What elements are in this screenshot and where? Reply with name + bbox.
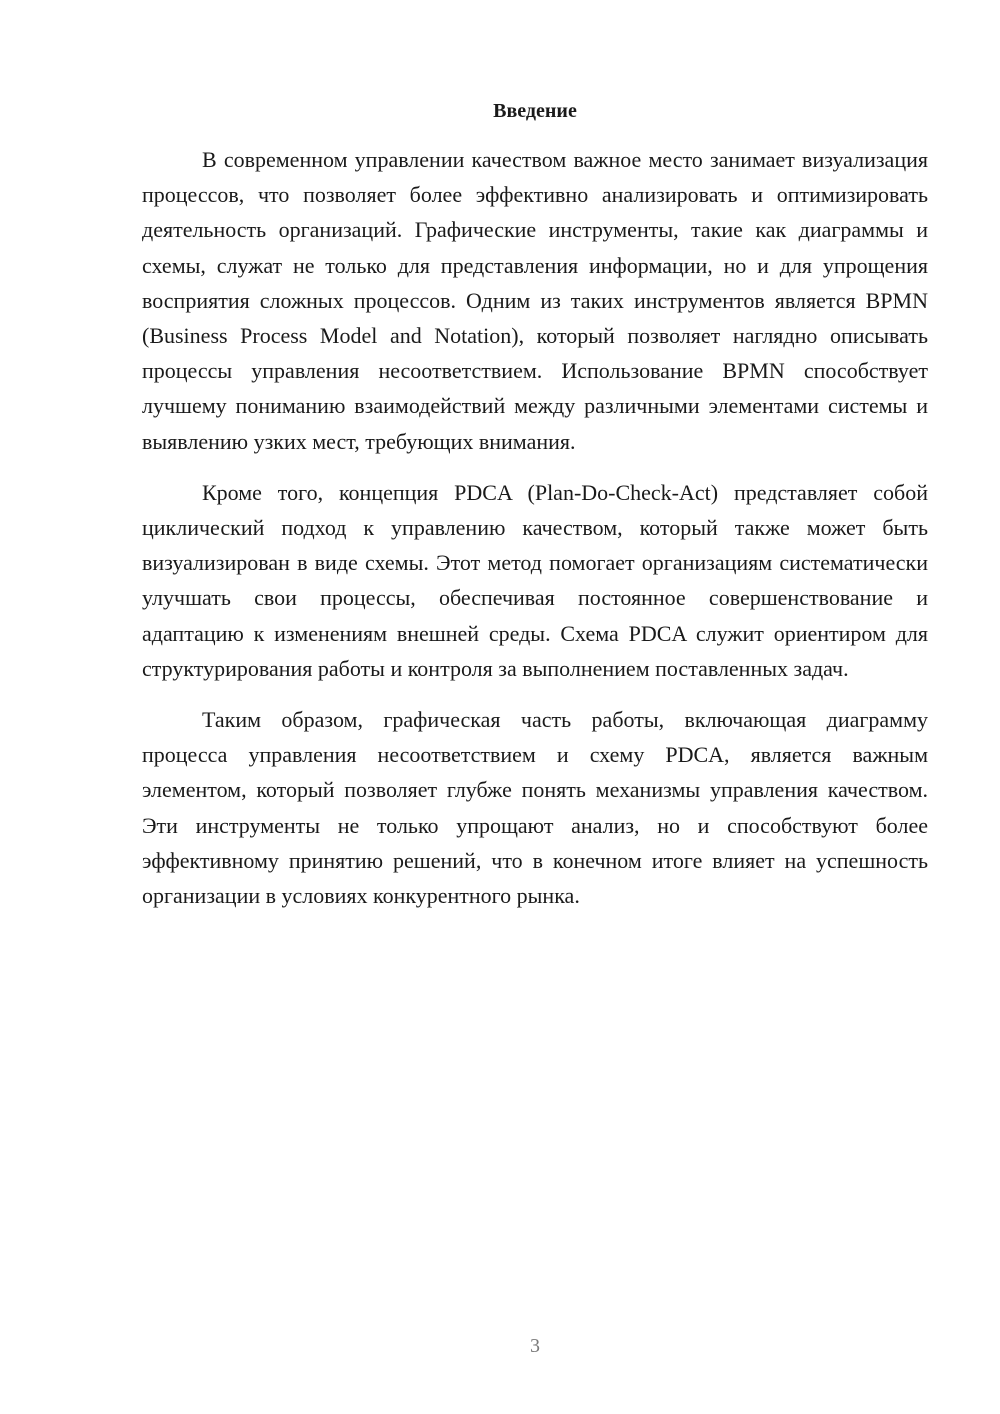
body-text [142,142,928,929]
paragraph-1: В современном управлении качеством важное место занимает визуализация процессов, что позволяет более эффективно анализировать и оптимизировать деятельность организаций. Графические инструменты, такие как диаграммы и схемы, служат не только для представления информации, но и для упрощения восприятия сложных процессов. Одним из таких инструментов является BPMN (Business Process Model and Notation), который позволяет наглядно описывать процессы управления несоответствием. Использование BPMN способствует лучшему пониманию взаимодействий между различными элементами системы и выявлению узких мест, требующих внимания. [142,147,928,454]
page-number: 3 [530,1335,540,1357]
section-heading: Введение [493,100,577,122]
paragraph-3: Таким образом, графическая часть работы, включающая диаграмму процесса управления несоответствием и схему PDCA, является важным элементом, который позволяет глубже понять механизмы управления качеством. Эти инструменты не только упрощают анализ, но и способствуют более эффективному принятию решений, что в конечном итоге влияет на успешность организации в условиях конкурентного рынка. [142,707,928,909]
paragraph-2: Кроме того, концепция PDCA (Plan-Do-Check-Act) представляет собой циклический подход к управлению качеством, который также может быть визуализирован в виде схемы. Этот метод помогает организациям систематически улучшать свои процессы, обеспечивая постоянное совершенствование и адаптацию к изменениям внешней среды. Схема PDCA служит ориентиром для структурирования работы и контроля за выполнением поставленных задач. [142,479,928,681]
